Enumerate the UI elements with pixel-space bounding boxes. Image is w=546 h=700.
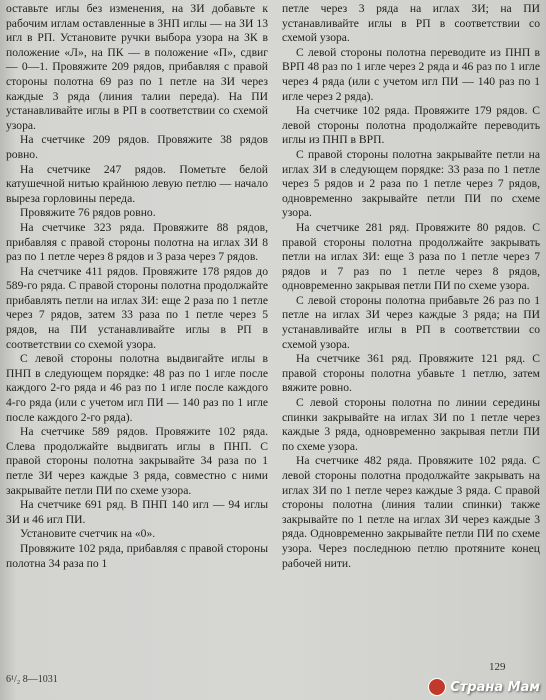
- paragraph: С правой стороны полотна закрывайте петли на иглах ЗИ в следующем порядке: 33 раза по 1 петле через 5 рядов и 2 раза по 1 петле через 7 рядов, одновременно закрывайте петли ПИ по схеме узора.: [282, 147, 540, 220]
- paragraph: На счетчике 323 ряда. Провяжите 88 рядов, прибавляя с правой стороны полотна на иглах ЗИ 8 раз по 1 петле через 8 рядов и 3 раза через 7 рядов.: [6, 220, 268, 264]
- watermark-text: Страна Мам: [450, 679, 540, 695]
- paragraph: На счетчике 411 рядов. Провяжите 178 рядов до 589-го ряда. С правой стороны полотна продолжайте прибавлять петли на иглах ЗИ: еще 2 раза по 1 петле через 7 рядов, затем 33 раза по 1 петле через 5 рядов, на ПИ устанавливайте иглы в РП в соответствии со схемой узора.: [6, 264, 268, 351]
- paragraph: На счетчике 102 ряда. Провяжите 179 рядов. С левой стороны полотна продолжайте переводить иглы из ПНП в ВРП.: [282, 104, 540, 147]
- paragraph: На счетчике 281 ряд. Провяжите 80 рядов. С правой стороны полотна продолжайте закрывать петли на иглах ЗИ: еще 3 раза по 1 петле через 7 рядов и 7 раз по 1 петле через 8 рядов, одновременно закрывая петли ПИ по схеме узора.: [282, 220, 540, 293]
- paragraph: На счетчике 361 ряд. Провяжите 121 ряд. С правой стороны полотна убавьте 1 петлю, затем вяжите ровно.: [282, 352, 540, 395]
- paragraph: С левой стороны полотна выдвигайте иглы в ПНП в следующем порядке: 48 раз по 1 игле после каждого 2-го ряда и 46 раз по 1 игле после каждого 4-го ряда (или с учетом игл ПИ — 140 раз по 1 игле после каждого 2-го ряда).: [6, 352, 268, 424]
- paragraph: С левой стороны полотна прибавьте 26 раз по 1 петле на иглах ЗИ через каждые 3 ряда; на ПИ устанавливайте иглы в РП в соответствии со схемой узора.: [282, 293, 540, 351]
- right-text-column: [282, 2, 540, 571]
- paragraph: Провяжите 102 ряда, прибавляя с правой стороны полотна 34 раза по 1: [6, 541, 268, 570]
- paragraph: Установите счетчик на «0».: [20, 527, 156, 541]
- page-number: 129: [489, 661, 506, 673]
- paragraph: оставьте иглы без изменения, на ЗИ добавьте к рабочим иглам оставленные в ЗНП иглы — на ЗИ 13 игл в РП. Установите ручки выбора узора на ЗК в положение «Л», на ПК — в положение «П», сдвиг — 0—1. Провяжите 209 рядов, прибавляя с правой стороны полотна 69 раз по 1 петле на ЗИ через каждые 3 ряда (линия талии переда). На ПИ устанавливайте иглы в РП в соответствии со схемой узора.: [6, 2, 268, 132]
- print-signature: 6¹/₂ 8—1031: [6, 674, 58, 685]
- paragraph: На счетчике 482 ряда. Провяжите 102 ряда. С левой стороны полотна продолжайте закрывать на иглах ЗИ по 1 петле через каждые 3 ряда. С правой стороны полотна (линия талии спинки) также закрывайте по 1 петле на иглах ЗИ через каждые 3 ряда. Одновременно закрывайте петли ПИ по схеме узора. Через последнюю петлю протяните конец рабочей нити.: [282, 454, 540, 570]
- site-watermark: [428, 678, 540, 696]
- paragraph: На счетчике 247 рядов. Пометьте белой катушечной нитью крайнюю левую петлю — начало выреза горловины переда.: [6, 162, 268, 205]
- watermark-logo-icon: [428, 678, 446, 696]
- paragraph: На счетчике 209 рядов. Провяжите 38 рядов ровно.: [6, 133, 268, 161]
- left-text-column: [6, 2, 268, 571]
- paragraph: Провяжите 76 рядов ровно.: [20, 206, 156, 220]
- paragraph: На счетчике 589 рядов. Провяжите 102 ряда. Слева продолжайте выдвигать иглы в ПНП. С правой стороны полотна закрывайте 34 раза по 1 петле ЗИ через каждые 3 ряда, совместно с ними закрывайте петли ПИ по схеме узора.: [6, 425, 268, 497]
- paragraph: петле через 3 ряда на иглах ЗИ; на ПИ устанавливайте иглы в РП в соответствии со схемой узора.: [282, 2, 540, 45]
- paragraph: С левой стороны полотна переводите из ПНП в ВРП 48 раз по 1 игле через 2 ряда и 46 раз по 1 игле через 4 ряда (или с учетом игл ПИ — 140 раз по 1 игле через 2 ряда).: [282, 45, 540, 103]
- paragraph: С левой стороны полотна по линии середины спинки закрывайте на иглах ЗИ по 1 петле через каждые 3 ряда, одновременно закрывая петли ПИ по схеме узора.: [282, 396, 540, 453]
- paragraph: На счетчике 691 ряд. В ПНП 140 игл — 94 иглы ЗИ и 46 игл ПИ.: [6, 498, 268, 526]
